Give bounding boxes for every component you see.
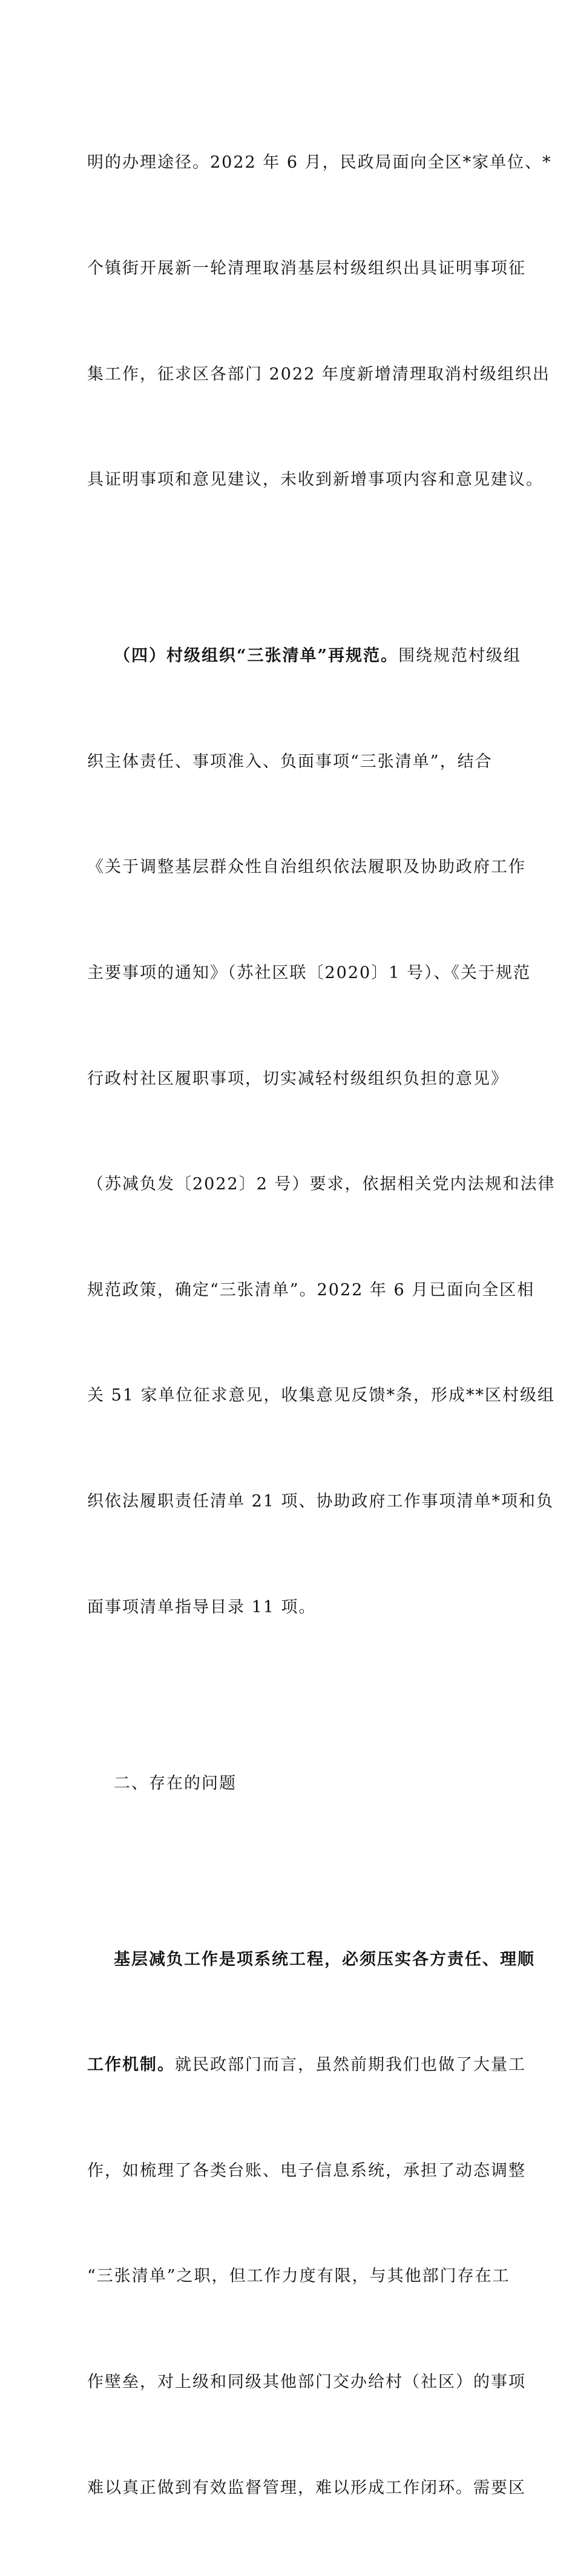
text-line: 作，如梳理了各类台账、电子信息系统，承担了动态调整 <box>87 2161 526 2180</box>
bold-lead-end: 工作机制。 <box>87 2055 175 2075</box>
text-line: 作壁垒，对上级和同级其他部门交办给村（社区）的事项 <box>87 2372 526 2391</box>
bold-lead-line: 基层减负工作是项系统工程，必须压实各方责任、理顺 <box>114 1950 535 1969</box>
section-heading-four: （四）村级组织“三张清单”再规范。 <box>114 646 399 666</box>
paragraph-2 <box>87 568 556 1695</box>
text-line: 《关于调整基层群众性自治组织依法履职及协助政府工作 <box>87 858 526 877</box>
text-line: 关 51 家单位征求意见，收集意见反馈*条，形成**区村级组 <box>87 1386 556 1405</box>
document-body <box>87 75 556 2576</box>
text-line: （苏减负发〔2022〕2 号）要求，依据相关党内法规和法律 <box>87 1175 556 1194</box>
text-line: 个镇街开展新一轮清理取消基层村级组织出具证明事项征 <box>87 259 526 278</box>
text-run: 就民政部门而言，虽然前期我们也做了大量工 <box>175 2055 526 2075</box>
text-line: 集工作，征求区各部门 2022 年度新增清理取消村级组织出 <box>87 364 550 384</box>
heading-text: 二、存在的问题 <box>114 1773 237 1793</box>
text-line: 规范政策，确定“三张清单”。2022 年 6 月已面向全区相 <box>87 1280 535 1300</box>
text-line: “三张清单”之职，但工作力度有限，与其他部门存在工 <box>87 2267 510 2286</box>
text-line: 织依法履职责任清单 21 项、协助政府工作事项清单*项和负 <box>87 1491 554 1511</box>
text-line: 明的办理途径。2022 年 6 月，民政局面向全区*家单位、* <box>87 153 552 172</box>
section-heading-two <box>87 1695 489 1871</box>
text-line: 难以真正做到有效监督管理，难以形成工作闭环。需要区 <box>87 2478 526 2497</box>
text-line: 织主体责任、事项准入、负面事项“三张清单”，结合 <box>87 752 493 771</box>
text-line <box>87 639 522 674</box>
text-line: 行政村社区履职事项，切实减轻村级组织负担的意见》 <box>87 1069 508 1088</box>
paragraph-1 <box>87 75 552 568</box>
text-line: 具证明事项和意见建议，未收到新增事项内容和意见建议。 <box>87 470 544 490</box>
text-line <box>87 2048 526 2083</box>
text-run: 围绕规范村级组 <box>398 646 522 666</box>
paragraph-3 <box>87 1871 535 2576</box>
text-line: 面事项清单指导目录 11 项。 <box>87 1597 317 1617</box>
text-line: 主要事项的通知》（苏社区联〔2020〕1 号）、《关于规范 <box>87 963 531 982</box>
